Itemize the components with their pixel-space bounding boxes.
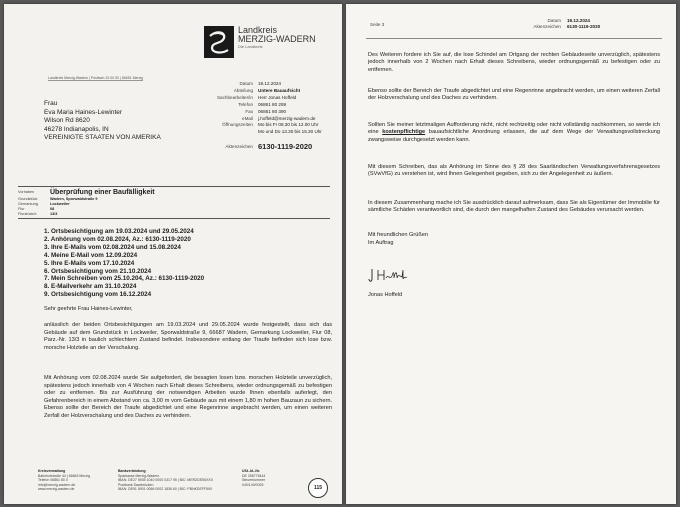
reference-list (44, 228, 204, 299)
info-block (179, 81, 322, 151)
list-item: 6. Ortsbesichtigung vom 21.10.2024 (44, 267, 152, 275)
list-item: 3. Ihre E-Mails vom 02.08.2024 und 15.08.2024 (44, 243, 181, 251)
info-hours: Mo und Do 13.30 bis 15.30 Uhr (258, 129, 322, 135)
footer-line: IBAN: DE91 5901 0066 0002 1836 60 | BIC: PBNKDEFF590 (118, 487, 212, 492)
header-file-number: 6130-1119-2020 (567, 24, 601, 30)
property-label: Vorhaben (18, 190, 35, 194)
footer-line: www.merzig-wadern.de (38, 487, 75, 492)
info-hours: Mo bis Fr 08.30 bis 12.00 Uhr (258, 122, 319, 128)
page-number: 3 (381, 22, 385, 27)
footer-title: Kreisverwaltung (38, 469, 66, 473)
signature-icon (368, 266, 408, 284)
service-115-badge: 115 (308, 478, 328, 498)
property-value: 08 (50, 207, 55, 211)
subject-title: Überprüfung einer Baufälligkeit (50, 189, 155, 196)
info-label: Sachbearbeiter/in (216, 94, 253, 100)
org-line1: Landkreis (238, 25, 278, 35)
info-clerk: Herr Jonas Hoffeld (258, 94, 297, 100)
recipient-address (44, 100, 161, 143)
list-item: 5. Ihre E-Mails vom 17.10.2024 (44, 259, 135, 267)
footer-line: Telefon 06861 80 0 (38, 478, 68, 483)
info-email: j.hoffeld@merzig-wadern.de (258, 115, 316, 121)
info-date: 19.12.2024 (258, 81, 281, 86)
paragraph: Mit diesem Schreiben, das als Anhörung im Sinne des § 28 des Saarländischen Verwaltungsverfahrensgesetzes (SVwVfG) zu verstehen ist, wird Ihnen Gelegenheit gegeben, sich zu der Angelegenheit zu äußern. (368, 164, 660, 178)
list-item: 1. Ortsbesichtigung am 19.03.2024 und 29.05.2024 (44, 228, 194, 235)
property-label: Gemarkung (18, 202, 38, 206)
info-label: Öffnungszeiten (222, 122, 253, 128)
footer-line: Bahnhofstraße 44 | 66663 Merzig (38, 473, 90, 478)
footer-line: IBAN: DE27 5935 1040 0000 0317 95 | BIC: MERZDE55XXX (118, 478, 214, 483)
header-date: 19.12.2024 (567, 18, 590, 23)
property-value: Lockweiler (50, 202, 70, 206)
list-item: 2. Anhörung vom 02.08.2024, Az.: 6130-1119-2020 (44, 235, 191, 243)
footer-line: DE 255776444 (242, 473, 266, 478)
text-run: bauaufsichtliche Anordnung erlassen, die auf dem Wege der Verwaltungsvollstreckung zwangsweise durchgesetzt werden kann. (368, 129, 660, 143)
info-label: Fax (245, 108, 253, 114)
footer-line: Sparkasse Merzig-Wadern (118, 473, 160, 478)
footer-line: Steuernummer (242, 478, 266, 483)
info-fax: 06861 80 390 (258, 108, 287, 114)
paragraph: Des Weiteren fordere ich Sie auf, die lose Schindel am Ortgang der rechten Gebäudeseite unverzüglich, spätestens jedoch innerhalb von 2 Wochen nach Erhalt dieses Schreibens, wieder ordnungsgemäß zu befestigen oder zu entfernen. (368, 52, 660, 73)
list-item: 7. Mein Schreiben vom 25.10.204, Az.: 6130-1119-2020 (44, 275, 205, 283)
header-label: Aktenzeichen (533, 24, 561, 30)
district-logo-text (238, 26, 316, 49)
info-label: Aktenzeichen (225, 144, 253, 150)
paragraph: Mit Anhörung vom 02.08.2024 wurde Sie aufgefordert, die besagten losen bzw. morschen Holzteile unverzüglich, spätestens jedoch innerhalb von 4 Wochen nach Erhalt dieses Schreibens, wieder ordnungsgemäß zu befestigen oder zu entfernen. Bis zur Ausführung der notwendigen Arbeiten wurde Ihnen ebenfalls auferlegt, den Gefahrenbereich in einem Abstand von ca. 3,00 m vom Gebäude aus mit einem 1,80 m hohen Bauzaun zu sichern. Ebenso sollte der Bereich der Traufe abgedichtet und eine Regenrinne angebracht werden, um einen weiteren Zerfall der Holzverschalung und des Daches zu verhindern. (44, 375, 332, 419)
salutation: Sehr geehrte Frau Haines-Lewinter, (44, 306, 133, 312)
recipient-line: Eva Maria Haines-Lewinter (44, 108, 123, 116)
emphasis-text: kostenpflichtige (382, 129, 426, 136)
text-run: Sollten Sie meiner letztmaligen Aufforderung nicht, nicht rechtzeitig oder nicht vollständig nachkommen, so werde ich eine (368, 122, 660, 136)
info-label: Datum (239, 81, 253, 86)
list-item: 4. Meine E-Mail vom 12.09.2024 (44, 251, 138, 259)
org-tagline: Die Landkreis (238, 44, 263, 49)
sender-line: Landkreis Merzig-Wadern | Postfach 10 00 00 | 66651 Merzig (48, 76, 144, 80)
page-label: Seite (370, 22, 381, 27)
letter-page-1 (4, 4, 342, 504)
recipient-line: VEREINIGTE STAATEN VON AMERIKA (44, 134, 161, 142)
header-divider (366, 38, 662, 39)
footer-line: info@merzig-wadern.de (38, 482, 76, 487)
info-label: eMail (242, 115, 253, 121)
district-logo-icon (204, 26, 234, 58)
closing: Mit freundlichen Grüßen (368, 232, 429, 238)
header-label: Datum (547, 18, 561, 23)
recipient-line: 46278 Indianapolis, IN (44, 125, 109, 133)
property-value: Wadern, Sporwaldstraße 9 (50, 197, 98, 201)
property-table (18, 186, 330, 219)
info-phone: 06861 80 259 (258, 101, 287, 107)
closing: Im Auftrag (368, 240, 394, 246)
letter-footer (38, 469, 338, 492)
footer-title: USt.-Id.-Nr. (242, 469, 261, 473)
org-line2: MERZIG-WADERN (238, 34, 316, 44)
info-label: Telefon (238, 101, 253, 107)
property-label: Flur (18, 207, 25, 211)
property-value: 13/3 (50, 212, 58, 216)
paragraph: Ebenso sollte der Bereich der Traufe abgedichtet und eine Regenrinne angebracht werden, um einen weiteren Zerfall der Holzverschalung und des Daches zu verhindern. (368, 88, 660, 102)
file-number: 6130-1119-2020 (258, 142, 313, 152)
property-label: Flurstück/e (18, 212, 37, 216)
info-label: Abteilung (233, 87, 253, 93)
footer-line: 040/140/0025 (242, 482, 264, 487)
letter-page-2 (346, 4, 676, 504)
footer-line: Postbank Saarbrücken (118, 482, 154, 487)
property-label: Grundstück (18, 197, 38, 201)
paragraph (368, 122, 660, 144)
recipient-line: Frau (44, 100, 58, 107)
signer-name: Jonas Hoffeld (368, 292, 403, 298)
footer-title: Bankverbindung (118, 469, 146, 473)
paragraph: anlässlich der beiden Ortsbesichtigungen am 19.03.2024 und 29.05.2024 wurde festgestellt, dass sich das Gebäude auf dem Grundstück in Lockweiler, Sporwaldstraße 9, 66687 Wadern, Gemarkung Lockweiler, Flur 08, Parz.-Nr. 13/3 in baulich schlechtem Zustand befindet. Insbesondere entlang der Traufe befinden sich lose bzw. morsche Holzteile an der Verschalung. (44, 322, 332, 351)
list-item: 8. E-Mailverkehr am 31.10.2024 (44, 283, 137, 291)
info-department: Untere Bauaufsicht (258, 87, 301, 93)
paragraph: In diesem Zusammenhang mache ich Sie ausdrücklich darauf aufmerksam, dass Sie als Eigentümer der Immobilie für sämtliche Schäden verantwortlich sind, die durch den mangelhaften Zustand des Gebäudes verursacht werden. (368, 200, 660, 214)
list-item: 9. Ortsbesichtigung vom 16.12.2024 (44, 291, 152, 299)
recipient-line: Wilson Rd 8620 (44, 117, 90, 125)
